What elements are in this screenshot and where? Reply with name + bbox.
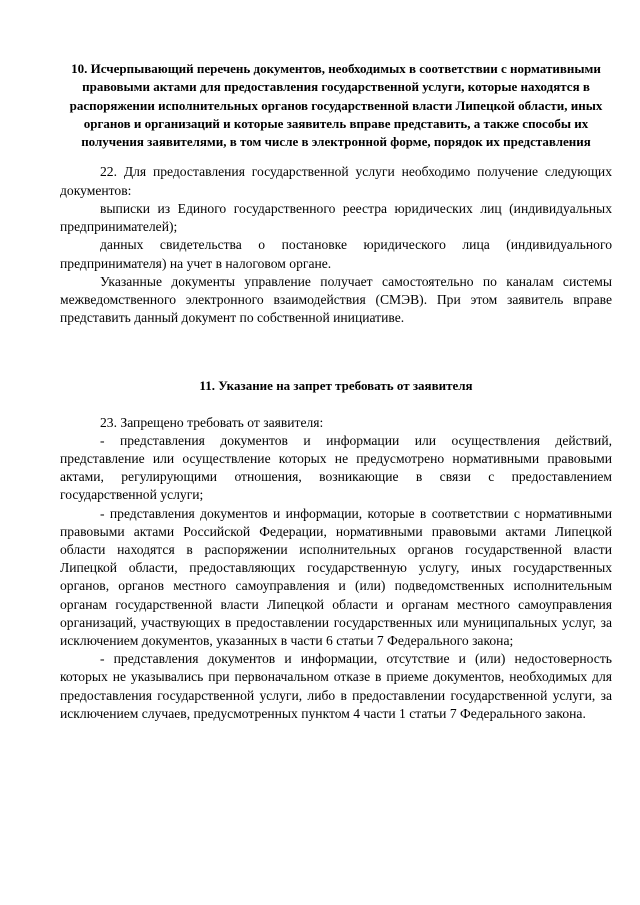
section-11-title: 11. Указание на запрет требовать от заявителя xyxy=(199,378,473,394)
paragraph-22-item-2: данных свидетельства о постановке юридического лица (индивидуального предпринимателя) на учет в налоговом органе. xyxy=(60,237,612,271)
paragraph-23-intro: 23. Запрещено требовать от заявителя: xyxy=(100,414,324,430)
paragraph-23-item-2: - представления документов и информации, которые в соответствии с нормативными правовыми актами Российской Федерации, нормативными правовыми актами Липецкой области находятся в распоряжении исполнительных органов государственной власти Липецкой области, предоставляющих государственную услугу, иных государственных органов, органов местного самоуправления и (или) подведомственных исполнительным органам государственной власти Липецкой области и органам местного самоуправления организаций, участвующих в предоставлении государственных или муниципальных услуг, за исключением документов, указанных в части 6 статьи 7 Федерального закона; xyxy=(60,505,612,649)
paragraph-22-intro: 22. Для предоставления государственной услуги необходимо получение следующих документов: xyxy=(60,164,612,198)
paragraph-23-item-1: - представления документов и информации или осуществления действий, представление или осуществление которых не предусмотрено нормативными правовыми актами, регулирующими отношения, возникающие в связи с предоставлением государственной услуги; xyxy=(60,432,612,503)
paragraph-22-note: Указанные документы управление получает самостоятельно по каналам системы межведомственного электронного взаимодействия (СМЭВ). При этом заявитель вправе представить данный документ по собственной инициативе. xyxy=(60,273,612,326)
paragraph-23-item-3: - представления документов и информации, отсутствие и (или) недостоверность которых не указывались при первоначальном отказе в приеме документов, необходимых для предоставления государственной услуги, либо в предоставлении государственной услуги, за исключением случаев, предусмотренных пунктом 4 части 1 статьи 7 Федерального закона. xyxy=(60,651,612,721)
section-10-body xyxy=(60,163,612,327)
section-10-title: 10. Исчерпывающий перечень документов, необходимых в соответствии с нормативными правовыми актами для предоставления государственной услуги, которые находятся в распоряжении исполнительных органов государственной власти Липецкой области, иных органов и организаций и которые заявитель вправе представить, а также способы их получения заявителями, в том числе в электронной форме, порядок их представления xyxy=(69,61,603,150)
document-page xyxy=(60,60,612,723)
paragraph-22-item-1: выписки из Единого государственного реестра юридических лиц (индивидуальных предпринимателей); xyxy=(60,200,612,235)
section-11-body xyxy=(60,414,612,723)
